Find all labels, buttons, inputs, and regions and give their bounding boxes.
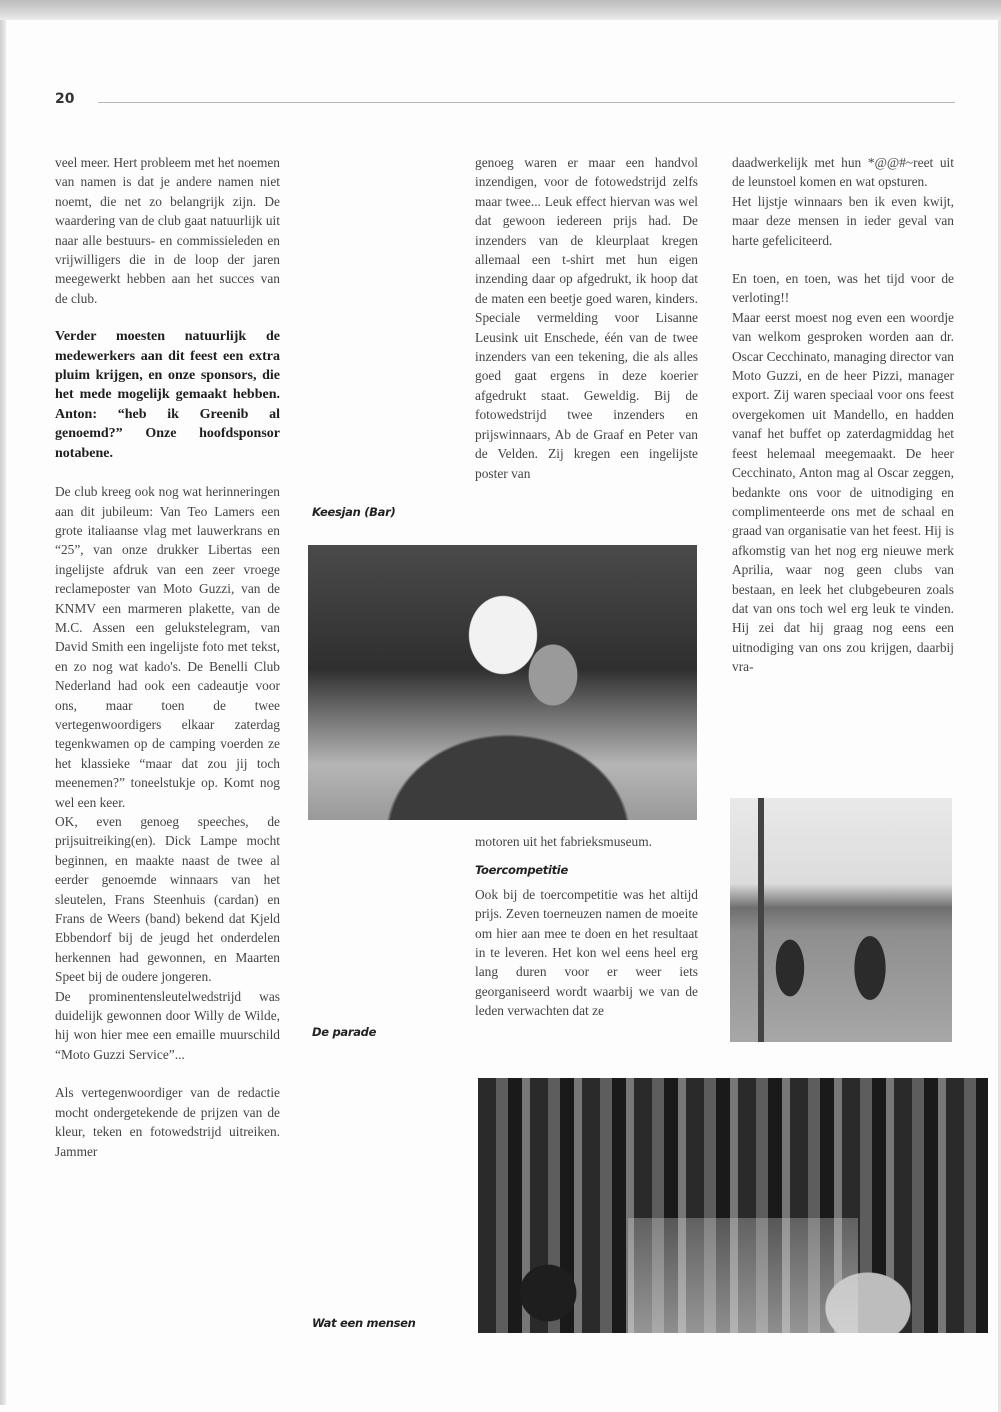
caption-parade: De parade bbox=[312, 1025, 377, 1039]
scan-edge-top bbox=[0, 0, 1001, 20]
paragraph: De club kreeg ook nog wat herinneringen aan dit jubileum: Van Teo Lamers een grote italiaanse vlag met lauwerkrans en “25”, van onze drukker Libertas een ingelijste afdruk van een zeer vroege reclameposter van Moto Guzzi, van de KNMV een marmeren plakette, van de M.C. Assen een gelukstelegram, van David Smith een ingelijste foto met tekst, en zo nog wat kado's. De Benelli Club Nederland had ook een cadeautje voor ons, maar toen de twee vertegenwoordigers elkaar zaterdag tegenkwamen op de camping voerden ze het klassieke “maar dat zou jij toch meenemen?” toneelstukje op. Komt nog wel een keer. bbox=[55, 484, 280, 810]
paragraph: OK, even genoeg speeches, de prijsuitreiking(en). Dick Lampe mocht beginnen, en maakte naast de twee al eerder genoemde winnaars van het sleutelen, Frans Steenhuis (cardan) en Frans de Weers (band) bekend dat Kjeld Ebbendorf bij de jeugd het onderdelen herkennen had gewonnen, en Maarten Speet bij de oudere jongeren. bbox=[55, 814, 280, 985]
subheading-toercompetitie: Toercompetitie bbox=[475, 863, 568, 878]
bold-paragraph-sponsors: Verder moesten natuurlijk de medewerkers aan dit feest een extra pluim krijgen, en onze sponsors, die het mede mogelijk gemaakt hebben. Anton: “heb ik Greenib al genoemd?” Onze hoofdsponsor notabene. bbox=[55, 329, 280, 461]
paragraph: motoren uit het fabrieksmuseum. bbox=[475, 834, 653, 849]
column-2 bbox=[475, 153, 698, 483]
header-rule bbox=[98, 102, 955, 103]
paragraph: Als vertegenwoordiger van de redactie mocht ondergetekende de prijzen van de kleur, teken en fotowedstrijd uitreiken. Jammer bbox=[55, 1085, 280, 1159]
paragraph: Ook bij de toercompetitie was het altijd prijs. Zeven toerneuzen namen de moeite om hier aan mee te doen en het resultaat in te leveren. Het kon wel eens heel erg lang duren voor er weer iets georganiseerd wordt waarbij we van de leden verwachten dat ze bbox=[475, 886, 698, 1019]
paragraph: genoeg waren er maar een handvol inzendigen, voor de fotowedstrijd zelfs maar twee... Leuk effect hiervan was wel dat gewoon iedereen prijs had. De inzenders van de kleurplaat kregen allemaal een t-shirt met hun eigen inzending daar op afgedrukt, ik hoop dat de maten een beetje goed waren, kinders. Speciale vermelding voor Lisanne Leusink uit Enschede, één van de twee inzenders van een tekening, die als alles goed gaat ergens in deze koerier afgedrukt staat. Geweldig. Bij de fotowedstrijd twee inzenders en prijswinnaars, Ab de Graaf en Peter van de Velden. Zij kregen een ingelijste poster van bbox=[475, 155, 698, 481]
scan-edge-left bbox=[0, 20, 6, 1405]
column-3 bbox=[732, 153, 954, 677]
paragraph: daadwerkelijk met hun *@@#~reet uit de leunstoel komen en wat opsturen. bbox=[732, 155, 954, 190]
paragraph: Het lijstje winnaars ben ik even kwijt, maar deze mensen in ieder geval van harte gefeliciteerd. bbox=[732, 193, 954, 248]
photo-crowd bbox=[478, 1078, 988, 1333]
photo-biker-helmet bbox=[308, 545, 697, 820]
paragraph: En toen, en toen, was het tijd voor de verloting!! bbox=[732, 271, 954, 306]
paragraph: De prominentensleutelwedstrijd was duidelijk gewonnen door Willy de Wilde, hij won hier mee een emaille muurschild “Moto Guzzi Service”... bbox=[55, 988, 280, 1062]
column-1 bbox=[55, 153, 280, 1161]
caption-crowd: Wat een mensen bbox=[312, 1316, 416, 1330]
paragraph: Maar eerst moest nog even een woordje van welkom gesproken worden aan dr. Oscar Cecchinato, managing director van Moto Guzzi, en de heer Pizzi, manager export. Zij waren speciaal voor ons feest overgekomen uit Mandello, en hadden vanaf het buffet op zaterdagmiddag het feest helemaal meegemaakt. De heer Cecchinato, Anton mag al Oscar zeggen, bedankte ons voor de uitnodiging en complimenteerde ons met de schaal en graad van organisatie van het feest. Hij is afkomstig van het nog erg nieuwe merk Aprilia, waar nog geen clubs van bestaan, en leek het clubgebeuren zoals dat van ons toch wel erg leuk te vinden. Hij zei dat hij graag nog eens een uitnodiging van ons zou krijgen, daarbij vra- bbox=[732, 309, 954, 675]
photo-parade bbox=[730, 798, 952, 1042]
column-2-lower bbox=[475, 832, 698, 1021]
caption-keesjan: Keesjan (Bar) bbox=[312, 505, 396, 519]
page-number: 20 bbox=[55, 91, 75, 107]
paragraph: veel meer. Hert probleem met het noemen van namen is dat je andere namen niet noemt, die net zo belangrijk zijn. De waardering van de club gaat natuurlijk uit naar alle bestuurs- en commissieleden en vrijwilligers die in de loop der jaren meegewerkt hebben aan het succes van de club. bbox=[55, 155, 280, 306]
